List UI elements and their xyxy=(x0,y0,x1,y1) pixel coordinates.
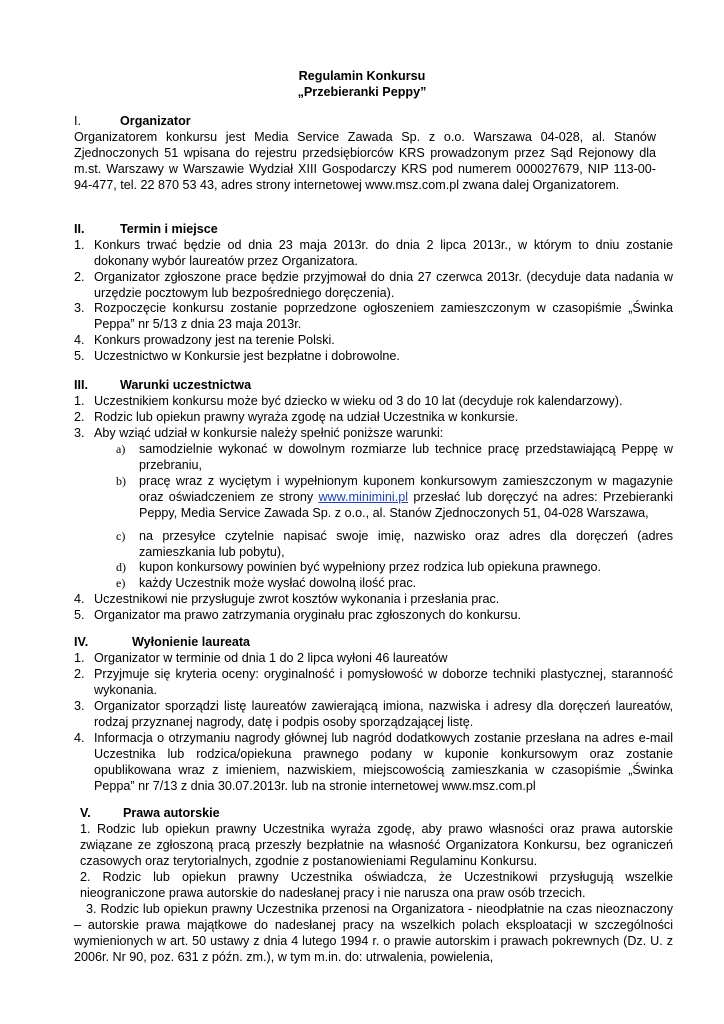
section-5-paragraph-1: 1. Rodzic lub opiekun prawny Uczestnika wyraża zgodę, aby prawo własności oraz prawa autorskie związane ze zgłoszoną pracą przeszły bezpłatnie na własność Organizatora Konkursu, bez ograniczeń czasowych oraz terytorialnych, zgodnie z postanowieniami Regulaminu Konkursu. xyxy=(80,822,673,868)
list-item: 4. Informacja o otrzymaniu nagrody głównej lub nagród dodatkowych zostanie przesłana na adres e-mail Uczestnika lub rodzica/opiekuna prawnego podany w kuponie konkursowym oraz zostanie opublikowana wraz z imieniem, nazwiskiem, miejscowością zamieszkania w czasopiśmie „Świnka Peppa” nr 7/13 z dnia 30.07.2013r. lub na stronie internetowej www.msz.com.pl xyxy=(74,731,673,793)
list-item: 1. Uczestnikiem konkursu może być dziecko w wieku od 3 do 10 lat (decyduje rok kalendarzowy). xyxy=(74,394,623,408)
document-subtitle: „Przebieranki Peppy” xyxy=(297,85,427,99)
section-4-heading xyxy=(74,634,250,650)
sub-list-item: a) samodzielnie wykonać w dowolnym rozmiarze lub technice pracę przedstawiającą Peppę w przebraniu, xyxy=(116,442,673,472)
section-4-number: IV. xyxy=(74,635,89,649)
section-2-heading xyxy=(74,221,218,237)
section-1-title: Organizator xyxy=(120,114,191,128)
section-2-number: II. xyxy=(74,222,85,236)
list-item: 2. Organizator zgłoszone prace będzie przyjmował do dnia 27 czerwca 2013r. (decyduje data nadania w urzędzie pocztowym lub bezpośredniego doręczenia). xyxy=(74,270,673,300)
minimini-link[interactable]: www.minimini.pl xyxy=(318,490,409,504)
section-1-heading xyxy=(74,113,191,129)
list-item: 2. Przyjmuje się kryteria oceny: oryginalność i pomysłowość w doborze techniki plastycznej, staranność wykonania. xyxy=(74,667,673,697)
section-5-title: Prawa autorskie xyxy=(123,806,220,820)
section-1-text: Organizatorem konkursu jest Media Service Zawada Sp. z o.o. Warszawa 04-028, al. Stanów Zjednoczonych 51 wpisana do rejestru przedsiębiorców KRS prowadzonym przez Sąd Rejonowy dla m.st. Warszawy w Warszawie Wydział XIII Gospodarczy KRS pod numerem 000027679, NIP 113-00-94-477, tel. 22 870 53 43, adres strony internetowej www.msz.com.pl zwana dalej Organizatorem. xyxy=(74,130,656,192)
list-item: 3. Rozpoczęcie konkursu zostanie poprzedzone ogłoszeniem zamieszczonym w czasopiśmie „Świnka Peppa” nr 5/13 z dnia 23 maja 2013r. xyxy=(74,301,673,331)
list-item: 1. Konkurs trwać będzie od dnia 23 maja 2013r. do dnia 2 lipca 2013r., w którym to dniu zostanie dokonany wybór laureatów przez Organizatora. xyxy=(74,238,673,268)
list-item: 5. Uczestnictwo w Konkursie jest bezpłatne i dobrowolne. xyxy=(74,349,400,363)
sub-list-item: d) kupon konkursowy powinien być wypełniony przez rodzica lub opiekuna prawnego. xyxy=(116,560,602,574)
section-5-number: V. xyxy=(80,806,91,820)
section-4-title: Wyłonienie laureata xyxy=(132,635,251,649)
section-3-title: Warunki uczestnictwa xyxy=(120,378,252,392)
sub-list-item: c) na przesyłce czytelnie napisać swoje imię, nazwisko oraz adres dla doręczeń (adres zamieszkania lub pobytu), xyxy=(116,529,673,559)
section-3-heading xyxy=(74,377,251,393)
list-item: 3. Aby wziąć udział w konkursie należy spełnić poniższe warunki: xyxy=(74,426,444,440)
list-item: 4. Konkurs prowadzony jest na terenie Polski. xyxy=(74,333,335,347)
list-item: 5. Organizator ma prawo zatrzymania oryginału prac zgłoszonych do konkursu. xyxy=(74,608,521,622)
document-title: Regulamin Konkursu xyxy=(298,69,426,83)
list-item: 2. Rodzic lub opiekun prawny wyraża zgodę na udział Uczestnika w konkursie. xyxy=(74,410,519,424)
section-1-number: I. xyxy=(74,114,81,128)
sub-list-item: e) każdy Uczestnik może wysłać dowolną ilość prac. xyxy=(116,576,417,590)
sub-list-item: b) pracę wraz z wyciętym i wypełnionym kuponem konkursowym zamieszczonym w magazynie oraz oświadczeniem ze strony www.minimini.pl przesłać lub doręczyć na adres: Przebieranki Peppy, Media Service Zawada Sp. z o.o., al. Stanów Zjednoczonych 51, 04-028 Warszawa, xyxy=(116,474,673,520)
list-item: 3. Organizator sporządzi listę laureatów zawierającą imiona, nazwiska i adresy dla doręczeń laureatów, rodzaj przyznanej nagrody, datę i podpis osoby sporządzającej listę. xyxy=(74,699,673,729)
section-5-paragraph-3: 3. Rodzic lub opiekun prawny Uczestnika przenosi na Organizatora - nieodpłatnie na czas nieoznaczony – autorskie prawa majątkowe do nadesłanej pracy na wszelkich polach eksploatacji w szczególności wymienionych w art. 50 ustawy z dnia 4 lutego 1994 r. o prawie autorskim i prawach pokrewnych (Dz. U. z 2006r. Nr 90, poz. 631 z późn. zm.), w tym m.in. do: utrwalenia, powielenia, xyxy=(74,902,673,964)
section-5-heading xyxy=(80,805,220,821)
section-2-title: Termin i miejsce xyxy=(120,222,218,236)
section-5-paragraph-2: 2. Rodzic lub opiekun prawny Uczestnika oświadcza, że Uczestnikowi przysługują wszelkie nieograniczone prawa autorskie do nadesłanej pracy i nie narusza ona praw osób trzecich. xyxy=(80,870,673,900)
section-3-number: III. xyxy=(74,378,88,392)
list-item: 1. Organizator w terminie od dnia 1 do 2 lipca wyłoni 46 laureatów xyxy=(74,651,448,665)
list-item: 4. Uczestnikowi nie przysługuje zwrot kosztów wykonania i przesłania prac. xyxy=(74,592,500,606)
